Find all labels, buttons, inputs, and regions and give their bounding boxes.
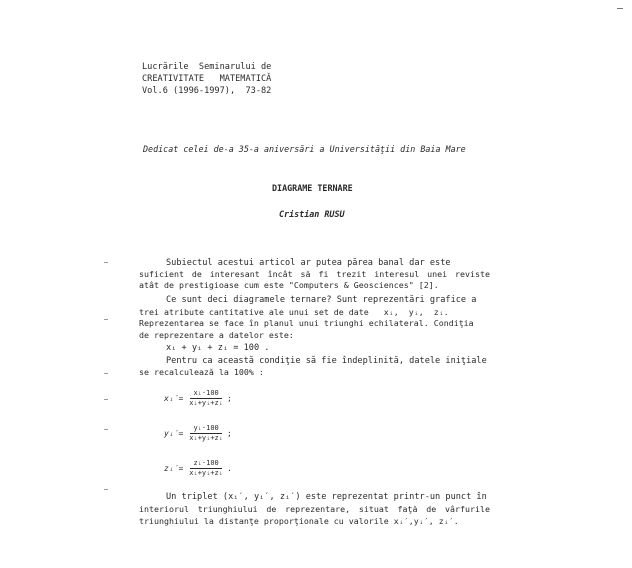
paragraph-line: Pentru ca această condiţie să fie îndeplinită, datele iniţiale <box>166 356 487 366</box>
paragraph-line: suficient de interesant încât să fi trezit interesul unei reviste <box>139 269 490 279</box>
paragraph-line: de reprezentare a datelor este: <box>139 330 294 340</box>
paragraph-line: trei atribute cantitative ale unui set de date xᵢ, yᵢ, zᵢ. <box>139 307 449 317</box>
article-title: DIAGRAME TERNARE <box>272 183 353 193</box>
paragraph-line: Un triplet (xᵢ′, yᵢ′, zᵢ′) este reprezentat printr-un punct în <box>166 492 487 502</box>
article-author: Cristian RUSU <box>279 209 345 219</box>
scan-mark <box>617 8 623 9</box>
paragraph-line: Subiectul acestui articol ar putea părea banal dar este <box>166 258 451 268</box>
formula-z: zᵢ′= $\frac{\text{zᵢ·100}}{\text{xᵢ+yᵢ+zᵢ}}$ . <box>164 459 232 477</box>
volume-line: Vol.6 (1996-1997), 73-82 <box>142 86 272 96</box>
margin-mark <box>104 429 108 430</box>
variables-list: xᵢ, yᵢ, zᵢ. <box>383 307 449 317</box>
paragraph-line: Ce sunt deci diagramele ternare? Sunt reprezentări grafice a <box>166 295 477 305</box>
margin-mark <box>104 262 108 263</box>
margin-mark <box>104 373 108 374</box>
margin-mark <box>104 319 108 320</box>
paragraph-line: se recalculează la 100% : <box>139 367 264 377</box>
margin-mark <box>104 399 108 400</box>
paragraph-line: interiorul triunghiului de reprezentare, situat faţă de vârfurile <box>139 504 490 514</box>
dedication: Dedicat celei de-a 35-a aniversări a Universităţii din Baia Mare <box>143 144 466 154</box>
paragraph-line: triunghiului la distanţe proporţionale cu valorile xᵢ′,yᵢ′, zᵢ′. <box>139 516 459 526</box>
paragraph-line: atât de prestigioase cum este "Computers & Geosciences" [2]. <box>139 280 439 290</box>
condition-equation: xᵢ + yᵢ + zᵢ = 100 . <box>166 343 270 353</box>
journal-series-line: CREATIVITATE MATEMATICĂ <box>142 74 272 84</box>
journal-name-line: Lucrările Seminarului de <box>142 62 272 72</box>
formula-y: yᵢ′= $\frac{\text{yᵢ·100}}{\text{xᵢ+yᵢ+zᵢ}}$ ; <box>164 424 232 442</box>
paragraph-line: Reprezentarea se face în planul unui triunghi echilateral. Condiţia <box>139 318 474 328</box>
margin-mark <box>104 489 108 490</box>
formula-x: xᵢ′= $\frac{\text{xᵢ·100}}{\text{xᵢ+yᵢ+zᵢ}}$ ; <box>164 389 232 407</box>
